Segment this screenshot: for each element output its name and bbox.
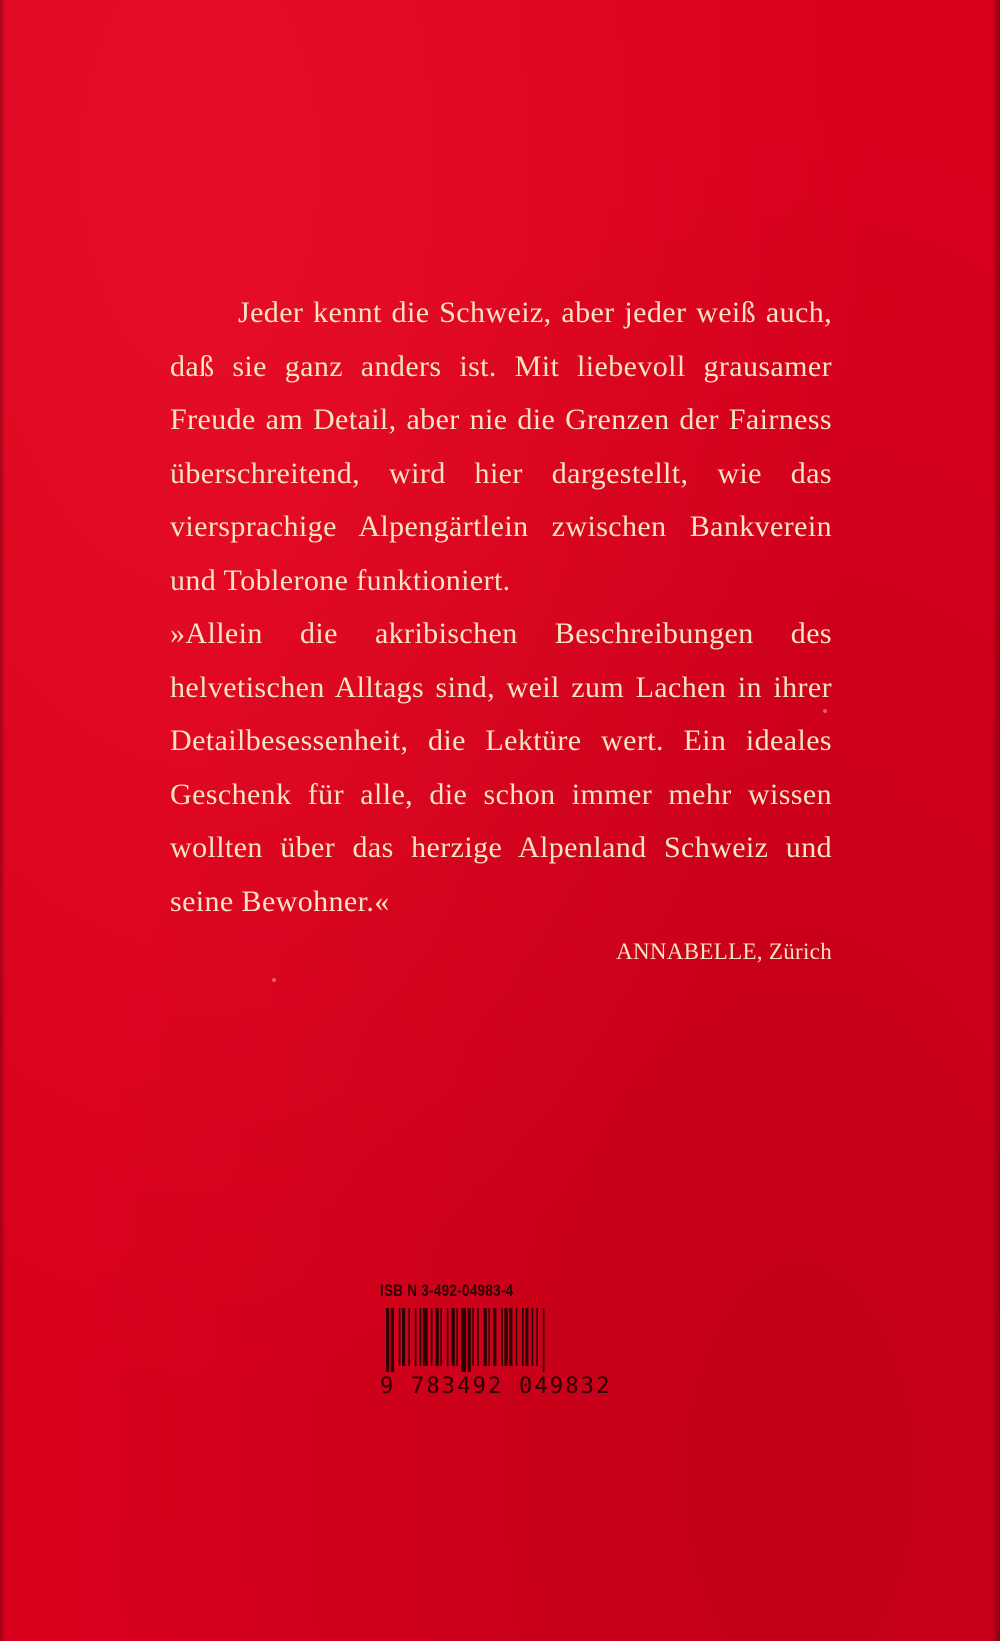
barcode-bar <box>399 1308 401 1366</box>
barcode-bar <box>536 1308 538 1366</box>
barcode-bar <box>391 1308 394 1372</box>
barcode-bar <box>415 1308 417 1366</box>
barcode-bar <box>516 1308 518 1366</box>
barcode-bar <box>532 1308 534 1366</box>
barcode-bar <box>440 1308 442 1366</box>
barcode-bar <box>452 1308 455 1366</box>
isbn-barcode-block <box>380 1280 612 1400</box>
barcode-bar <box>501 1308 503 1366</box>
barcode-bar <box>488 1308 490 1366</box>
quote-source: ANNABELLE, Zürich <box>616 939 832 964</box>
cover-right-edge <box>992 0 1000 1641</box>
barcode-bar <box>509 1308 512 1366</box>
barcode-bar <box>493 1308 496 1366</box>
blurb-paragraph: Jeder kennt die Schweiz, aber jeder weiß auch, daß sie ganz anders ist. Mit liebevoll grausamer Freude am Detail, aber nie die Grenzen der Fairness überschreitend, wird hier dargestellt, wie das viersprachige Alpengärtlein zwischen Bankverein und Toblerone funktioniert. <box>170 296 832 597</box>
barcode-bar <box>408 1308 410 1366</box>
blurb-text <box>170 286 832 976</box>
barcode-bar <box>461 1308 466 1372</box>
barcode-bar <box>525 1308 528 1366</box>
barcode-bar <box>468 1308 471 1372</box>
barcode-bar <box>472 1308 474 1366</box>
barcode-bar <box>423 1308 428 1366</box>
barcode-bar <box>504 1308 507 1366</box>
ean-digits: 9 783492 049832 <box>380 1374 612 1399</box>
barcode-bar <box>386 1308 389 1372</box>
barcode-bar <box>447 1308 449 1366</box>
barcode-bar <box>456 1308 458 1366</box>
barcode-bar <box>431 1308 433 1366</box>
barcode-bar <box>436 1308 439 1366</box>
cover-left-edge <box>0 0 6 1641</box>
barcode-bar <box>522 1308 524 1366</box>
print-speck <box>272 978 276 982</box>
barcode-bar <box>484 1308 487 1366</box>
isbn-number: ISB N 3-492-04983-4 <box>380 1281 514 1300</box>
barcode-icon <box>386 1308 600 1372</box>
review-quote: »Allein die akribischen Beschreibungen des helvetischen Alltags sind, weil zum Lachen in ihrer Detailbesessenheit, die Lektüre wert. Ein ideales Geschenk für alle, die schon immer mehr wissen wollten über das herzige Alpenland Schweiz und seine Bewohner.« <box>170 617 832 918</box>
barcode-bar <box>402 1308 405 1366</box>
barcode-bar <box>420 1308 422 1366</box>
barcode-bar <box>477 1308 479 1366</box>
barcode-bar <box>543 1308 545 1372</box>
